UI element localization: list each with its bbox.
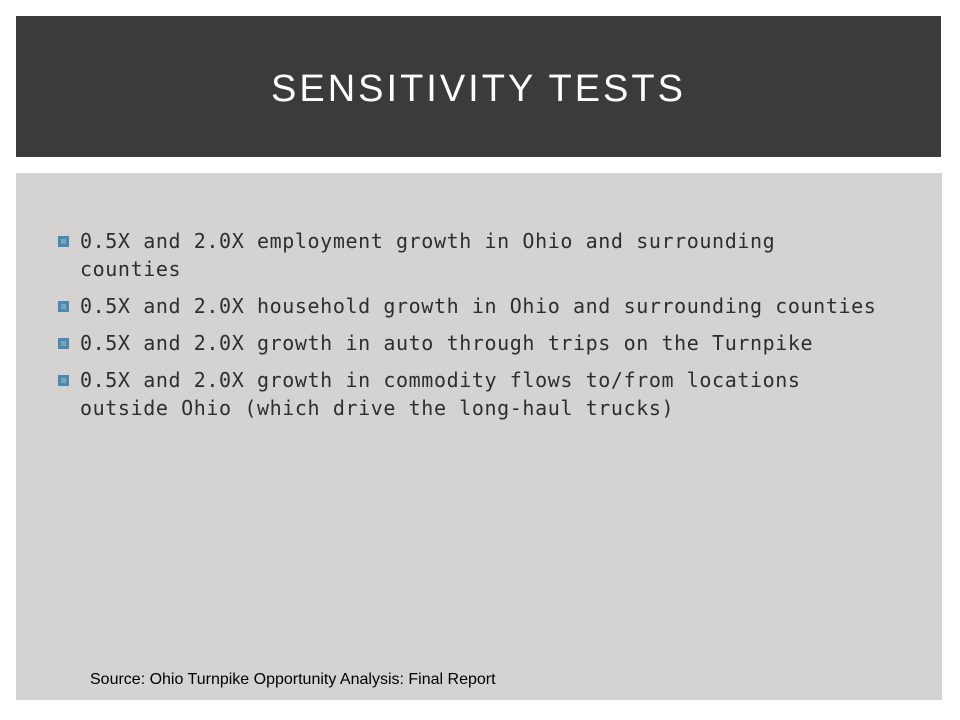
square-bullet-icon — [58, 292, 80, 320]
bullet-item — [58, 329, 888, 357]
bullet-text: 0.5X and 2.0X growth in commodity flows to/from locations outside Ohio (which drive the long-haul trucks) — [80, 368, 801, 420]
bullet-text: 0.5X and 2.0X growth in auto through trips on the Turnpike — [80, 331, 814, 355]
bullet-item — [58, 292, 888, 320]
bullet-item — [58, 366, 888, 422]
bullet-item — [58, 227, 888, 283]
square-bullet-icon — [58, 329, 80, 357]
bullet-list — [58, 227, 888, 431]
slide-title: SENSITIVITY TESTS — [271, 68, 686, 110]
content-panel — [16, 173, 942, 700]
square-bullet-icon — [58, 366, 80, 394]
bullet-text: 0.5X and 2.0X employment growth in Ohio and surrounding counties — [80, 229, 776, 281]
source-note: Source: Ohio Turnpike Opportunity Analysis: Final Report — [90, 671, 496, 688]
bullet-text: 0.5X and 2.0X household growth in Ohio and surrounding counties — [80, 294, 877, 318]
square-bullet-icon — [58, 227, 80, 255]
title-bar — [16, 16, 941, 157]
